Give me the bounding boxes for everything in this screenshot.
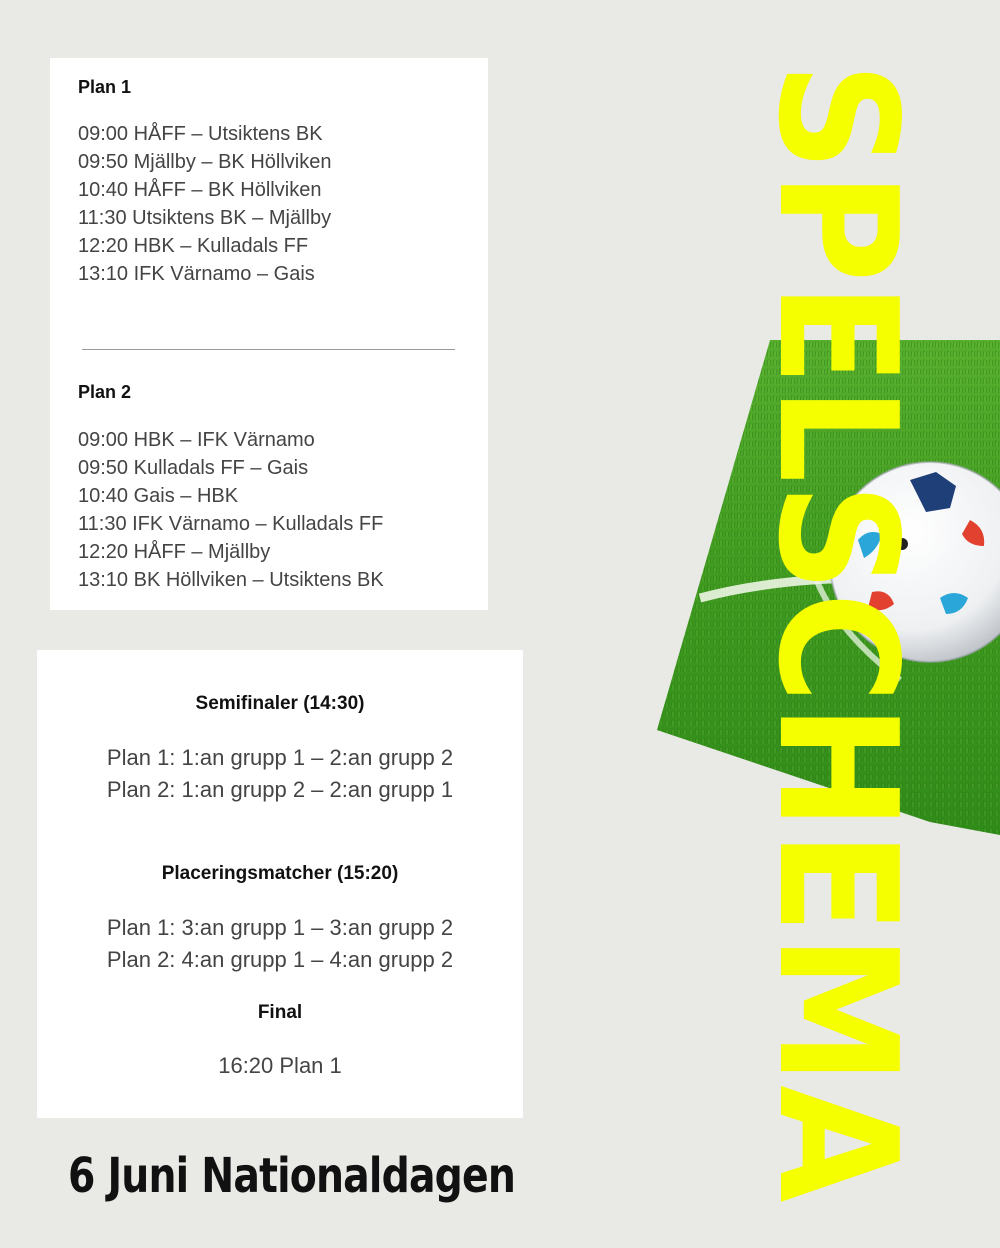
list-item: 12:20 HÅFF – Mjällby: [78, 541, 271, 563]
list-item: 09:50 Mjällby – BK Höllviken: [78, 151, 332, 173]
vertical-title: [741, 62, 951, 1203]
semifinal-line: Plan 2: 1:an grupp 2 – 2:an grupp 1: [106, 777, 454, 802]
final-line: 16:20 Plan 1: [218, 1053, 342, 1078]
list-item: 13:10 BK Höllviken – Utsiktens BK: [78, 569, 384, 591]
placement-line: Plan 2: 4:an grupp 1 – 4:an grupp 2: [106, 947, 454, 972]
list-item: 09:50 Kulladals FF – Gais: [78, 457, 309, 479]
plan-1-title: Plan 1: [78, 77, 132, 97]
semifinals-lines: [37, 742, 523, 806]
semifinal-line: Plan 1: 1:an grupp 1 – 2:an grupp 2: [106, 745, 454, 770]
list-item: 12:20 HBK – Kulladals FF: [78, 235, 309, 257]
list-item: 09:00 HBK – IFK Värnamo: [78, 429, 315, 451]
semifinals-title: Semifinaler (14:30): [195, 693, 365, 714]
list-item: 13:10 IFK Värnamo – Gais: [78, 263, 315, 285]
list-item: 11:30 Utsiktens BK – Mjällby: [78, 207, 332, 229]
final-title: Final: [257, 1002, 303, 1023]
plan-2-title: Plan 2: [78, 382, 132, 402]
plan-2-match-list: [78, 426, 384, 594]
plan-1-match-list: [78, 120, 331, 288]
group-schedule-card: [50, 58, 488, 610]
placement-lines: [37, 912, 523, 976]
list-item: 10:40 Gais – HBK: [78, 485, 239, 507]
list-item: 10:40 HÅFF – BK Höllviken: [78, 179, 322, 201]
vertical-title-text: SPELSCHEMA: [741, 62, 932, 1203]
list-item: 09:00 HÅFF – Utsiktens BK: [78, 123, 323, 145]
page-title: 6 Juni Nationaldagen: [68, 1148, 516, 1204]
finals-schedule-card: [37, 650, 523, 1118]
divider: [82, 349, 455, 350]
list-item: 11:30 IFK Värnamo – Kulladals FF: [78, 513, 384, 535]
placement-title: Placeringsmatcher (15:20): [161, 863, 399, 884]
placement-line: Plan 1: 3:an grupp 1 – 3:an grupp 2: [106, 915, 454, 940]
